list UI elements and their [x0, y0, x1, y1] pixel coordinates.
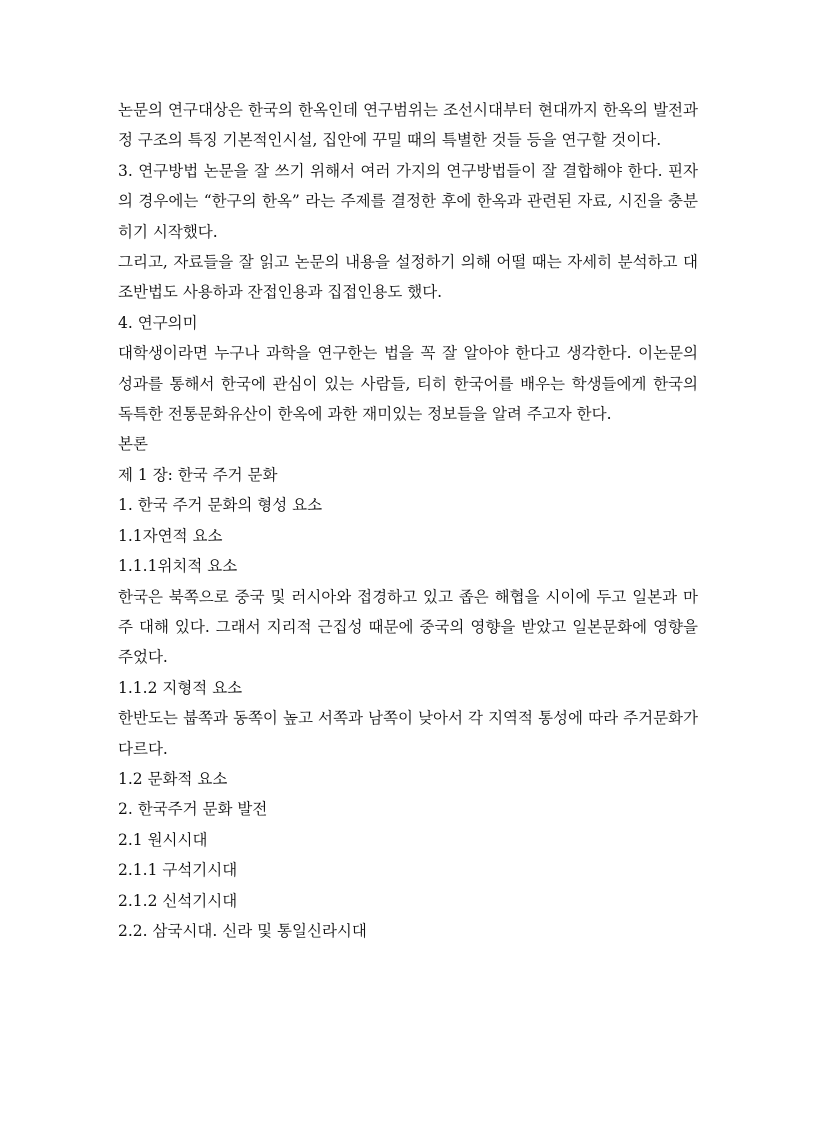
heading-section-2-1-2: 2.1.2 신석기시대 [118, 891, 238, 910]
paragraph-location-factor: 한국은 북쪽으로 중국 및 러시아와 접경하고 있고 좁은 해협을 시이에 두고 일본과 마주 대해 있다. 그래서 지리적 근집성 때문에 중국의 영향을 받았고 일본문화에 영향을 주었다. [118, 587, 698, 667]
paragraph-research-significance: 대학생이라면 누구나 과학을 연구한는 법을 꼭 잘 알아야 한다고 생각한다. 이논문의 성과를 통해서 한국에 관심이 있는 사람들, 티히 한국어를 배우는 학생들에게 한국의 독특한 전통문화유산이 한옥에 과한 재미있는 정보들을 알려 주고자 한다. [118, 344, 698, 424]
document-body [118, 95, 698, 946]
paragraph-terrain-factor: 한반도는 붑쪽과 동쪽이 높고 서쪽과 남쪽이 낮아서 각 지역적 통성에 따라 주거문화가 다르다. [118, 709, 698, 758]
heading-section-2-1: 2.1 원시시대 [118, 830, 208, 849]
heading-section-1-1: 1.1자연적 요소 [118, 526, 223, 545]
heading-section-1: 1. 한국 주거 문화의 형성 요소 [118, 496, 323, 515]
heading-section-2: 2. 한국주거 문화 발전 [118, 800, 268, 819]
paragraph-research-process: 그리고, 자료들을 잘 읽고 논문의 내용을 설정하기 의해 어떨 때는 자세히 분석하고 대조반법도 사용하과 잔접인용과 집접인용도 했다. [118, 253, 698, 302]
paragraph-research-method: 3. 연구방법 논문을 잘 쓰기 위해서 여러 가지의 연구방법들이 잘 결합해야 한다. 핀자의 경우에는 “한구의 한옥” 라는 주제를 결정한 후에 한옥과 관련된 자료, 시진을 충분히기 시작했다. [118, 161, 698, 241]
heading-section-1-2: 1.2 문화적 요소 [118, 769, 228, 788]
heading-section-1-1-2: 1.1.2 지형적 요소 [118, 678, 243, 697]
heading-research-significance: 4. 연구의미 [118, 313, 198, 332]
heading-chapter-1: 제 1 장: 한국 주거 문화 [118, 465, 278, 484]
heading-main-body: 본론 [118, 435, 148, 454]
heading-section-2-2: 2.2. 삼국시대. 신라 및 통일신라시대 [118, 921, 367, 940]
paragraph-research-scope: 논문의 연구대상은 한국의 한옥인데 연구범위는 조선시대부터 현대까지 한옥의 발전과정 구조의 특징 기본적인시설, 집안에 꾸밀 때의 특별한 것들 등을 연구할 것이다. [118, 101, 698, 150]
heading-section-1-1-1: 1.1.1위치적 요소 [118, 557, 238, 576]
heading-section-2-1-1: 2.1.1 구석기시대 [118, 861, 238, 880]
